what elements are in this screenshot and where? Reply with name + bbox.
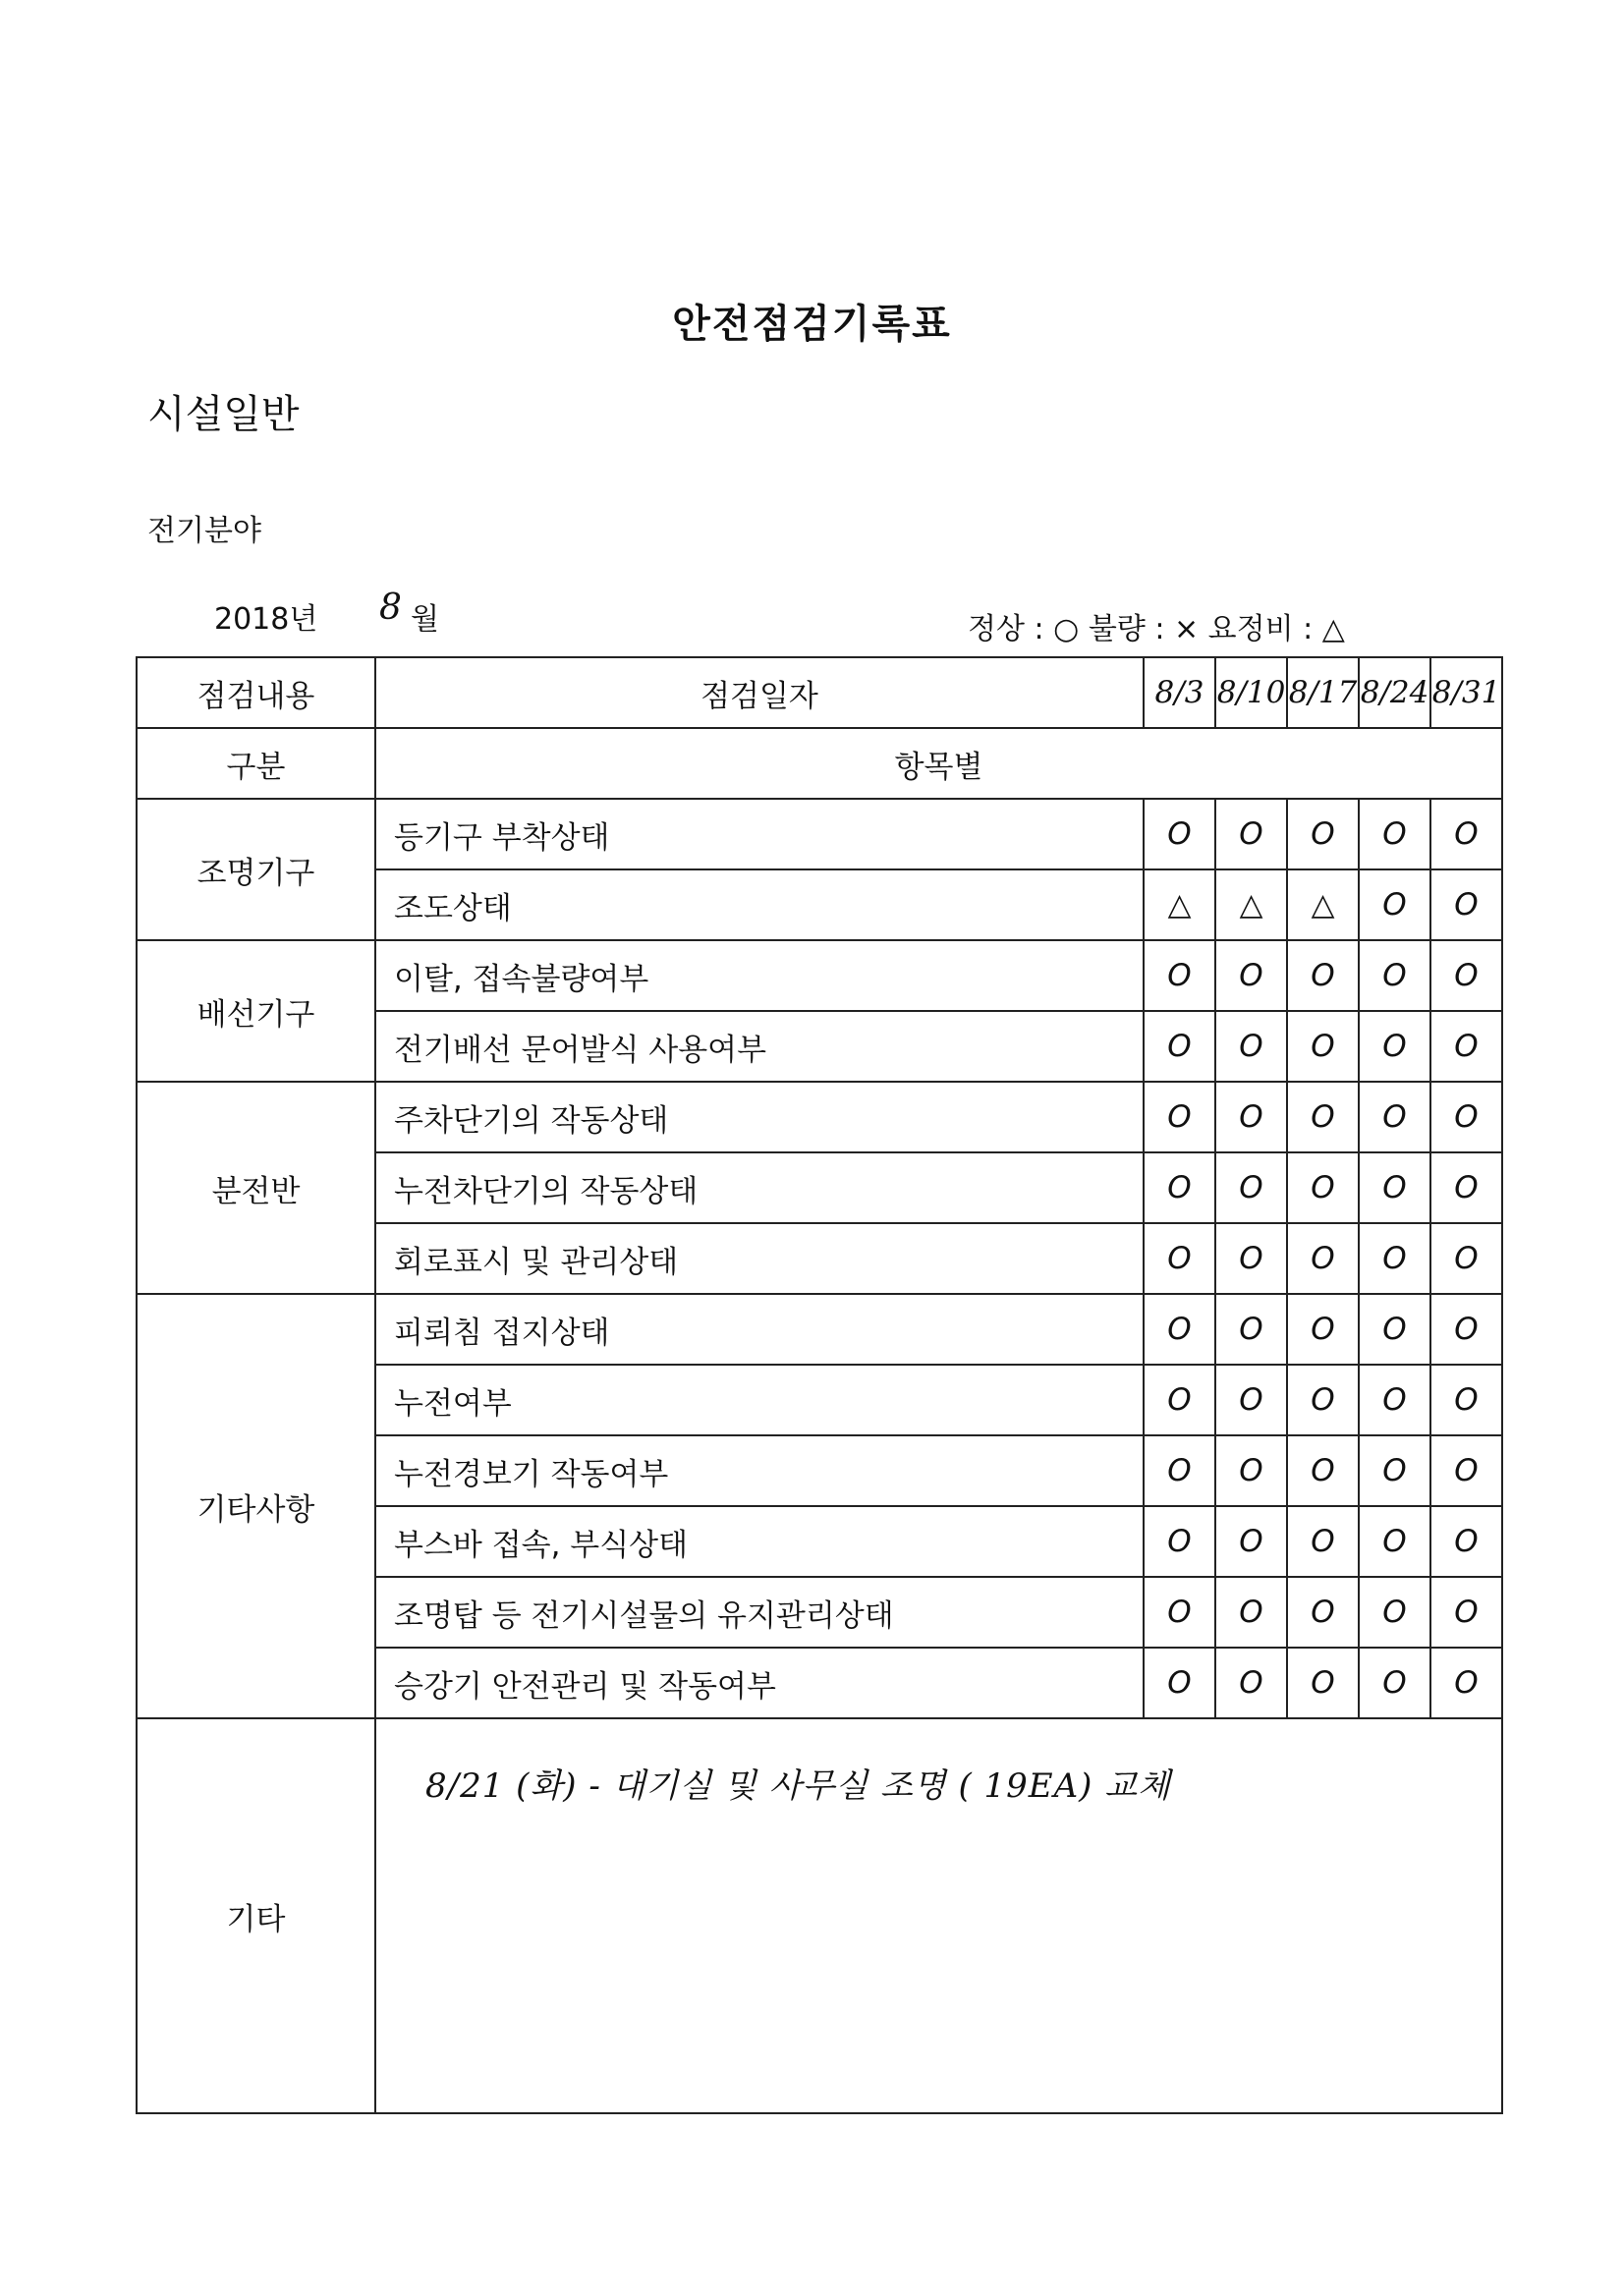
inspection-mark: O <box>1359 799 1430 869</box>
inspection-mark: O <box>1144 1365 1215 1435</box>
item-label: 전기배선 문어발식 사용여부 <box>375 1011 1144 1082</box>
inspection-mark: △ <box>1287 869 1359 940</box>
inspection-mark: △ <box>1144 869 1215 940</box>
inspection-mark: O <box>1144 1648 1215 1718</box>
item-label: 부스바 접속, 부식상태 <box>375 1506 1144 1577</box>
inspection-mark: O <box>1144 1294 1215 1365</box>
subsection-heading: 전기분야 <box>147 514 261 548</box>
inspection-mark: △ <box>1215 869 1287 940</box>
period-month-number: 8 <box>379 588 402 628</box>
inspection-mark: O <box>1359 1152 1430 1223</box>
inspection-mark: O <box>1430 799 1502 869</box>
inspection-mark: O <box>1287 1577 1359 1648</box>
table-row <box>137 1082 1502 1152</box>
inspection-mark: O <box>1215 799 1287 869</box>
inspection-mark: O <box>1287 799 1359 869</box>
header-date: 8/10 <box>1215 657 1287 728</box>
inspection-mark: O <box>1215 940 1287 1011</box>
inspection-mark: O <box>1215 1152 1287 1223</box>
header-date: 8/24 <box>1359 657 1430 728</box>
inspection-mark: O <box>1287 1648 1359 1718</box>
header-date: 8/17 <box>1287 657 1359 728</box>
inspection-mark: O <box>1359 1577 1430 1648</box>
inspection-mark: O <box>1215 1506 1287 1577</box>
period-year: 2018년 <box>214 602 318 637</box>
inspection-mark: O <box>1215 1577 1287 1648</box>
header-date: 8/3 <box>1144 657 1215 728</box>
item-label: 주차단기의 작동상태 <box>375 1082 1144 1152</box>
inspection-mark: O <box>1144 940 1215 1011</box>
inspection-mark: O <box>1144 1577 1215 1648</box>
inspection-mark: O <box>1359 1223 1430 1294</box>
section-heading: 시설일반 <box>147 392 300 437</box>
inspection-mark: O <box>1359 1294 1430 1365</box>
inspection-mark: O <box>1430 1082 1502 1152</box>
group-name: 조명기구 <box>137 799 375 940</box>
item-label: 누전경보기 작동여부 <box>375 1435 1144 1506</box>
inspection-mark: O <box>1215 1082 1287 1152</box>
inspection-table <box>136 656 1503 2114</box>
inspection-mark: O <box>1430 940 1502 1011</box>
inspection-mark: O <box>1287 1152 1359 1223</box>
inspection-mark: O <box>1430 1577 1502 1648</box>
inspection-mark: O <box>1430 869 1502 940</box>
inspection-mark: O <box>1287 1294 1359 1365</box>
inspection-mark: O <box>1215 1011 1287 1082</box>
inspection-mark: O <box>1215 1294 1287 1365</box>
inspection-mark: O <box>1430 1223 1502 1294</box>
item-label: 회로표시 및 관리상태 <box>375 1223 1144 1294</box>
notes-text: 8/21 (화) - 대기실 및 사무실 조명 ( 19EA) 교체 <box>425 1766 1171 1806</box>
page-title: 안전점검기록표 <box>672 302 952 347</box>
inspection-mark: O <box>1359 1506 1430 1577</box>
header-inspection-content: 점검내용 <box>137 657 375 728</box>
inspection-mark: O <box>1359 1435 1430 1506</box>
inspection-mark: O <box>1287 1223 1359 1294</box>
item-label: 승강기 안전관리 및 작동여부 <box>375 1648 1144 1718</box>
header-category: 구분 <box>137 728 375 799</box>
inspection-mark: O <box>1144 1152 1215 1223</box>
mark-legend: 정상 : ○ 불량 : × 요정비 : △ <box>968 612 1345 646</box>
inspection-mark: O <box>1430 1011 1502 1082</box>
inspection-mark: O <box>1144 799 1215 869</box>
notes-cell <box>375 1718 1502 2113</box>
inspection-mark: O <box>1287 1365 1359 1435</box>
header-date: 8/31 <box>1430 657 1502 728</box>
inspection-mark: O <box>1287 940 1359 1011</box>
inspection-mark: O <box>1359 869 1430 940</box>
inspection-mark: O <box>1287 1082 1359 1152</box>
inspection-mark: O <box>1287 1506 1359 1577</box>
inspection-mark: O <box>1359 1365 1430 1435</box>
inspection-mark: O <box>1359 940 1430 1011</box>
inspection-mark: O <box>1144 1082 1215 1152</box>
inspection-mark: O <box>1359 1082 1430 1152</box>
item-label: 조도상태 <box>375 869 1144 940</box>
inspection-mark: O <box>1287 1011 1359 1082</box>
inspection-mark: O <box>1215 1223 1287 1294</box>
item-label: 조명탑 등 전기시설물의 유지관리상태 <box>375 1577 1144 1648</box>
inspection-mark: O <box>1287 1435 1359 1506</box>
header-row-category <box>137 728 1502 799</box>
table-row <box>137 799 1502 869</box>
item-label: 누전차단기의 작동상태 <box>375 1152 1144 1223</box>
period-month-unit: 월 <box>411 602 439 637</box>
group-name: 분전반 <box>137 1082 375 1294</box>
notes-label: 기타 <box>137 1718 375 2113</box>
inspection-mark: O <box>1430 1435 1502 1506</box>
item-label: 누전여부 <box>375 1365 1144 1435</box>
item-label: 등기구 부착상태 <box>375 799 1144 869</box>
inspection-mark: O <box>1144 1506 1215 1577</box>
inspection-mark: O <box>1430 1294 1502 1365</box>
inspection-mark: O <box>1144 1435 1215 1506</box>
group-name: 기타사항 <box>137 1294 375 1718</box>
inspection-mark: O <box>1430 1506 1502 1577</box>
inspection-mark: O <box>1359 1011 1430 1082</box>
table-row <box>137 940 1502 1011</box>
inspection-mark: O <box>1430 1152 1502 1223</box>
inspection-mark: O <box>1359 1648 1430 1718</box>
inspection-mark: O <box>1215 1648 1287 1718</box>
header-row-dates <box>137 657 1502 728</box>
item-label: 피뢰침 접지상태 <box>375 1294 1144 1365</box>
inspection-mark: O <box>1215 1435 1287 1506</box>
header-inspection-date: 점검일자 <box>375 657 1144 728</box>
inspection-mark: O <box>1430 1648 1502 1718</box>
inspection-mark: O <box>1430 1365 1502 1435</box>
inspection-mark: O <box>1215 1365 1287 1435</box>
notes-row <box>137 1718 1502 2113</box>
inspection-mark: O <box>1144 1223 1215 1294</box>
header-by-item: 항목별 <box>375 728 1502 799</box>
item-label: 이탈, 접속불량여부 <box>375 940 1144 1011</box>
table-row <box>137 1294 1502 1365</box>
group-name: 배선기구 <box>137 940 375 1082</box>
inspection-mark: O <box>1144 1011 1215 1082</box>
